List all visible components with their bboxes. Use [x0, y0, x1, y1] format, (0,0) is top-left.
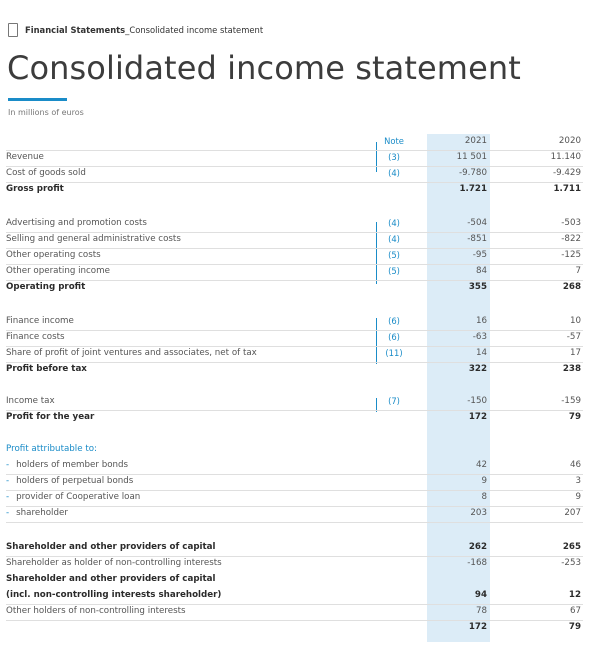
- value-2020: -159: [561, 396, 581, 406]
- value-2020: -503: [561, 218, 581, 228]
- table-row-total: [6, 572, 583, 588]
- value-2021: 203: [470, 508, 487, 518]
- row-note[interactable]: (4): [388, 168, 400, 178]
- breadcrumb-section[interactable]: Financial Statements: [25, 25, 126, 35]
- table-row: [6, 394, 583, 411]
- value-2020: 17: [569, 348, 581, 358]
- row-label-text: provider of Cooperative loan: [16, 492, 141, 502]
- value-2021: 262: [468, 542, 487, 552]
- value-2021: 322: [468, 364, 487, 374]
- row-note[interactable]: (4): [388, 218, 400, 228]
- table-row: [6, 248, 583, 265]
- row-note[interactable]: (7): [388, 396, 400, 406]
- value-2021: -9.780: [458, 168, 487, 178]
- row-note[interactable]: (6): [388, 332, 400, 342]
- value-2020: 1.711: [553, 184, 581, 194]
- dash-marker: -: [6, 508, 10, 518]
- table-row: [6, 166, 583, 183]
- value-2020: 79: [568, 412, 581, 422]
- value-2020: 7: [575, 266, 581, 276]
- units-note: In millions of euros: [8, 108, 84, 117]
- row-note[interactable]: (11): [385, 348, 403, 358]
- header-note: Note: [384, 136, 404, 146]
- row-label: [6, 508, 68, 518]
- page-title: Consolidated income statement: [7, 49, 521, 87]
- value-2020: -57: [566, 332, 581, 342]
- value-2021: 78: [475, 606, 487, 616]
- row-label: Finance income: [6, 316, 74, 326]
- table-row: [6, 506, 583, 523]
- value-2020: 11.140: [550, 152, 581, 162]
- table-row: [6, 556, 583, 572]
- row-label: Shareholder and other providers of capital: [6, 542, 216, 552]
- row-label: [6, 476, 133, 486]
- table-row-total: [6, 280, 583, 296]
- value-2021: -63: [472, 332, 487, 342]
- table-row: [6, 346, 583, 363]
- row-label: [6, 460, 128, 470]
- value-2021: -851: [467, 234, 487, 244]
- value-2021: 355: [468, 282, 487, 292]
- section-heading: Profit attributable to:: [6, 444, 97, 454]
- value-2020: -822: [561, 234, 581, 244]
- value-2020: 10: [569, 316, 581, 326]
- value-2021: 1.721: [459, 184, 487, 194]
- table-row-total: [6, 182, 583, 198]
- value-2021: -95: [472, 250, 487, 260]
- dash-marker: -: [6, 476, 10, 486]
- row-label-text: holders of perpetual bonds: [16, 476, 134, 486]
- value-2021: 14: [475, 348, 487, 358]
- breadcrumb-separator: _: [125, 25, 130, 35]
- table-row: [6, 604, 583, 621]
- row-label: Profit for the year: [6, 412, 95, 422]
- row-label: Operating profit: [6, 282, 86, 292]
- row-note[interactable]: (5): [388, 266, 400, 276]
- table-row: [6, 330, 583, 347]
- row-note[interactable]: (6): [388, 316, 400, 326]
- breadcrumb-page: Consolidated income statement: [129, 25, 264, 35]
- table-row: [6, 490, 583, 507]
- value-2021: -150: [467, 396, 487, 406]
- value-2020: 12: [568, 590, 581, 600]
- row-label: Profit before tax: [6, 364, 87, 374]
- row-label: Other holders of non-controlling interests: [6, 606, 186, 616]
- breadcrumb: [8, 20, 263, 40]
- row-label: Shareholder as holder of non-controlling interests: [6, 558, 222, 568]
- row-label: Gross profit: [6, 184, 64, 194]
- row-label: [6, 492, 140, 502]
- value-2020: 9: [575, 492, 581, 502]
- value-2021: 172: [468, 622, 487, 632]
- row-label: Cost of goods sold: [6, 168, 86, 178]
- table-header-row: [6, 136, 583, 151]
- table-row-total: [6, 540, 583, 557]
- value-2021: 84: [475, 266, 487, 276]
- dash-marker: -: [6, 492, 10, 502]
- row-label: Shareholder and other providers of capital: [6, 574, 216, 584]
- row-note[interactable]: (4): [388, 234, 400, 244]
- value-2021: 11 501: [456, 152, 487, 162]
- table-row: [6, 458, 583, 475]
- table-row-total: [6, 362, 583, 378]
- row-label-text: holders of member bonds: [16, 460, 129, 470]
- value-2020: -9.429: [552, 168, 581, 178]
- table-row: [6, 232, 583, 249]
- breadcrumb-text: [25, 25, 263, 35]
- title-accent-bar: [8, 98, 67, 101]
- value-2020: 207: [564, 508, 581, 518]
- table-row: [6, 314, 583, 331]
- table-row: [6, 216, 583, 233]
- row-label: Other operating income: [6, 266, 110, 276]
- table-row: [6, 264, 583, 281]
- dash-marker: -: [6, 460, 10, 470]
- header-2020: 2020: [558, 136, 581, 146]
- row-label: Revenue: [6, 152, 44, 162]
- row-label-text: shareholder: [16, 508, 68, 518]
- row-label: Advertising and promotion costs: [6, 218, 147, 228]
- table-row-total: [6, 410, 583, 426]
- value-2020: 46: [569, 460, 581, 470]
- table-row: [6, 150, 583, 167]
- row-label: Share of profit of joint ventures and associates, net of tax: [6, 348, 257, 358]
- value-2020: 238: [562, 364, 581, 374]
- row-label: (incl. non-controlling interests shareholder): [6, 590, 222, 600]
- value-2021: 9: [481, 476, 487, 486]
- value-2021: 94: [474, 590, 487, 600]
- row-label: Selling and general administrative costs: [6, 234, 181, 244]
- value-2021: 8: [481, 492, 487, 502]
- row-label: Finance costs: [6, 332, 65, 342]
- table-row: [6, 474, 583, 491]
- table-row-total: [6, 588, 583, 605]
- value-2020: 265: [562, 542, 581, 552]
- row-label: Other operating costs: [6, 250, 101, 260]
- value-2020: 67: [569, 606, 581, 616]
- value-2021: -504: [467, 218, 487, 228]
- section-heading-row: [6, 442, 583, 458]
- table-row-grand-total: [6, 620, 583, 636]
- value-2021: 16: [475, 316, 487, 326]
- document-icon: [8, 23, 18, 37]
- value-2020: -253: [561, 558, 581, 568]
- row-label: Income tax: [6, 396, 55, 406]
- row-note[interactable]: (3): [388, 152, 400, 162]
- value-2020: -125: [561, 250, 581, 260]
- value-2021: 172: [468, 412, 487, 422]
- header-2021: 2021: [464, 136, 487, 146]
- value-2020: 3: [575, 476, 581, 486]
- value-2021: 42: [475, 460, 487, 470]
- row-note[interactable]: (5): [388, 250, 400, 260]
- value-2020: 268: [562, 282, 581, 292]
- value-2020: 79: [568, 622, 581, 632]
- value-2021: -168: [467, 558, 487, 568]
